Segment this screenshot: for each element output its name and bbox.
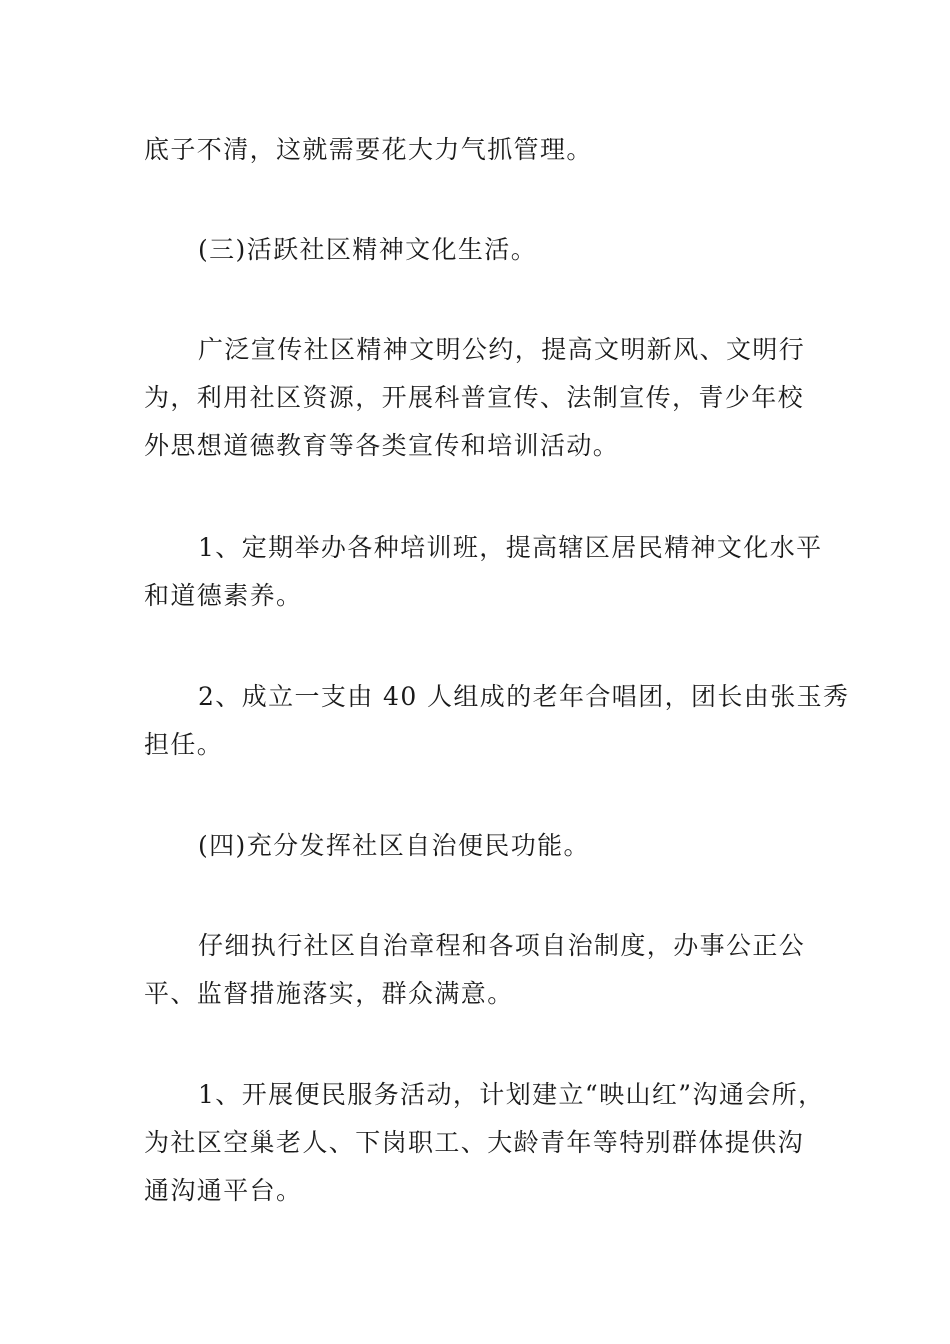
paragraph-3 (144, 326, 814, 470)
paragraph-line: 外思想道德教育等各类宣传和培训活动。 (144, 431, 620, 460)
paragraph-line: (三)活跃社区精神文化生活。 (198, 235, 538, 264)
paragraph-line: 和道德素养。 (144, 581, 303, 610)
paragraph-line: 仔细执行社区自治章程和各项自治制度，办事公正公 (198, 931, 806, 960)
section-heading-4 (144, 822, 814, 870)
paragraph-line: 2、成立一支由 40 人组成的老年合唱团，团长由张玉秀 (198, 682, 850, 711)
paragraph-8 (144, 1071, 825, 1215)
paragraph-5 (144, 673, 850, 769)
paragraph-line: 为社区空巢老人、下岗职工、大龄青年等特别群体提供沟 (144, 1128, 805, 1157)
paragraph-line: 1、定期举办各种培训班，提高辖区居民精神文化水平 (198, 533, 823, 562)
paragraph-line: 担任。 (144, 730, 224, 759)
paragraph-line: 广泛宣传社区精神文明公约，提高文明新风、文明行 (198, 335, 806, 364)
paragraph-line: 为，利用社区资源，开展科普宣传、法制宣传，青少年校 (144, 383, 805, 412)
paragraph-7 (144, 922, 814, 1018)
paragraph-4 (144, 524, 823, 620)
section-heading-3 (144, 226, 814, 274)
paragraph-line: 通沟通平台。 (144, 1176, 303, 1205)
paragraph-line: 底子不清，这就需要花大力气抓管理。 (144, 135, 593, 164)
paragraph-1 (144, 126, 814, 174)
paragraph-line: 1、开展便民服务活动，计划建立“映山红”沟通会所， (198, 1080, 825, 1109)
paragraph-line: (四)充分发挥社区自治便民功能。 (198, 831, 590, 860)
paragraph-line: 平、监督措施落实，群众满意。 (144, 979, 514, 1008)
